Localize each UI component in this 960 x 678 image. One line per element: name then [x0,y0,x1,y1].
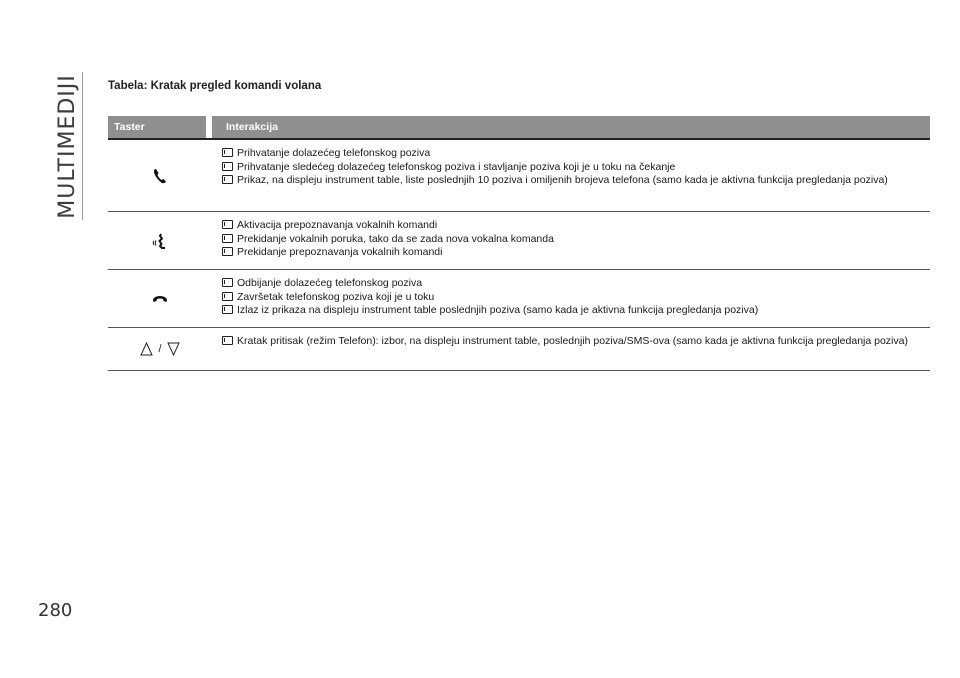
key-cell [108,140,212,211]
checkbox-icon [222,220,233,229]
key-cell [108,212,212,269]
list-item: Prekidanje prepoznavanja vokalnih komandi [222,246,924,260]
checkbox-icon [222,162,233,171]
table-row [108,270,930,328]
table-row [108,328,930,371]
key-separator: / [158,343,162,355]
list-item: Prihvatanje dolazećeg telefonskog poziva [222,147,924,161]
list-item: Prikaz, na displeju instrument table, liste poslednjih 10 poziva i omiljenih brojeva telefona (samo kada je aktivna funkcija pregledanja poziva) [222,174,924,188]
list-item: Odbijanje dolazećeg telefonskog poziva [222,277,924,291]
table-header [108,116,930,138]
interaction-cell [212,328,930,370]
checkbox-icon [222,148,233,157]
checkbox-icon [222,234,233,243]
checkbox-icon [222,305,233,314]
checkbox-icon [222,175,233,184]
list-item: Aktivacija prepoznavanja vokalnih komandi [222,219,924,233]
down-triangle-icon [167,342,180,356]
list-item: Prekidanje vokalnih poruka, tako da se zada nova vokalna komanda [222,233,924,247]
list-item: Izlaz iz prikaza na displeju instrument table poslednjih poziva (samo kada je aktivna funkcija pregledanja poziva) [222,304,924,318]
side-divider [82,72,83,220]
phone-hangup-icon [152,294,168,304]
checkbox-icon [222,247,233,256]
interaction-cell [212,140,930,211]
controls-table [108,116,930,371]
table-row [108,212,930,270]
table-row [108,140,930,212]
interaction-cell [212,270,930,327]
up-down-keys [140,342,179,356]
phone-pickup-icon [153,168,167,184]
table-title: Tabela: Kratak pregled komandi volana [108,80,322,92]
checkbox-icon [222,278,233,287]
key-cell [108,270,212,327]
list-item: Prihvatanje sledećeg dolazećeg telefonskog poziva i stavljanje poziva koji je u toku na čekanje [222,161,924,175]
voice-command-icon [152,232,168,250]
header-key: Taster [108,116,206,138]
interaction-cell [212,212,930,269]
checkbox-icon [222,336,233,345]
list-item: Kratak pritisak (režim Telefon): izbor, na displeju instrument table, poslednjih poziva/SMS-ova (samo kada je aktivna funkcija pregledanja poziva) [222,335,924,349]
up-triangle-icon [140,342,153,356]
page-number: 280 [38,600,73,621]
checkbox-icon [222,292,233,301]
header-interaction: Interakcija [212,116,930,138]
key-cell [108,328,212,370]
section-side-title: MULTIMEDIJI [54,73,80,219]
list-item: Završetak telefonskog poziva koji je u toku [222,291,924,305]
